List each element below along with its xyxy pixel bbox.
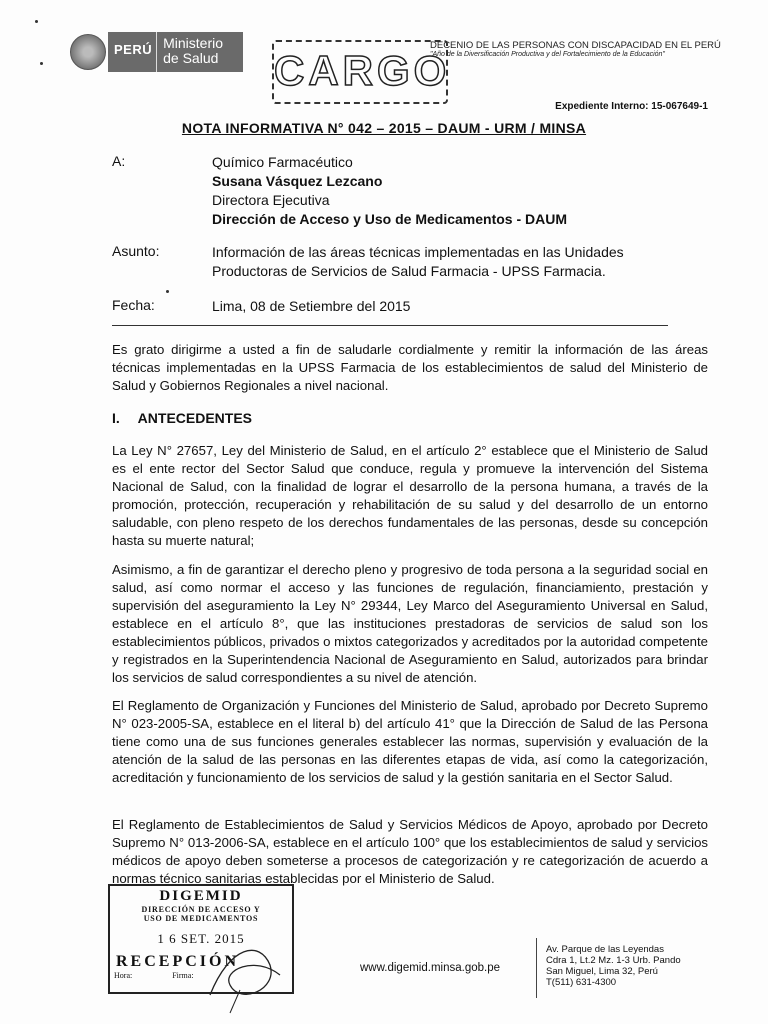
recipient-office: Dirección de Acceso y Uso de Medicamentos - DAUM (212, 211, 568, 227)
ministry-logo (108, 32, 243, 72)
paragraph-4: El Reglamento de Establecimientos de Salud y Servicios Médicos de Apoyo, aprobado por Decreto Supremo N° 013-2006-SA, establece en el artículo 100° que los establecimientos de salud y servicios médicos de apoyo deben someterse a procesos de categorización y re categorización de acuerdo a normas técnico sanitarias establecidas por el Ministerio de Salud. (112, 817, 708, 886)
section-heading (112, 410, 252, 426)
scan-speck (35, 20, 38, 23)
scan-speck (40, 62, 43, 65)
footer-website[interactable]: www.digemid.minsa.gob.pe (360, 962, 500, 974)
stamp-date: 1 6 SET. 2015 (157, 931, 245, 946)
footer-divider (536, 938, 537, 998)
date-value: Lima, 08 de Setiembre del 2015 (212, 298, 411, 314)
recipient-label: A: (112, 153, 126, 169)
decenio-header: DECENIO DE LAS PERSONAS CON DISCAPACIDAD EN EL PERÚ "Año de la Diversificación Productiva y del Fortalecimiento de la Educación" (430, 40, 730, 58)
footer-address: Av. Parque de las Leyendas Cdra 1, Lt.2 Mz. 1-3 Urb. Pando San Miguel, Lima 32, Perú T(511) 631-4300 (546, 944, 681, 988)
logo-ministry-text: Ministerio de Salud (163, 35, 224, 66)
stamp-org: DIGEMID (159, 888, 243, 904)
paragraph-3: El Reglamento de Organización y Funciones del Ministerio de Salud, aprobado por Decreto Supremo N° 023-2005-SA, establece en el literal b) del artículo 41° que la Dirección de Salud de las Persona tiene como una de sus funciones generales establecer las normas, supervisión y evaluación de la atención de la salud de las personas en las diferentes etapas de vida, así como la categorización, acreditación y funcionamiento de los servicios de salud y la gestión sanitaria en el Sector Salud. (112, 698, 708, 785)
logo-peru-text: PERÚ (108, 32, 157, 72)
expediente-number: Expediente Interno: 15-067649-1 (555, 101, 708, 112)
header-divider (112, 325, 668, 326)
section-title: ANTECEDENTES (137, 410, 253, 426)
coat-of-arms-icon (70, 34, 106, 70)
subject-label: Asunto: (112, 243, 160, 259)
year-motto: "Año de la Diversificación Productiva y del Fortalecimiento de la Educación" (430, 51, 665, 58)
stamp-firma: Firma: (172, 971, 194, 980)
recipient-position: Directora Ejecutiva (212, 192, 330, 208)
subject-block: Información de las áreas técnicas implementadas en las Unidades Productoras de Servicios de Salud Farmacia - UPSS Farmacia. (212, 244, 624, 279)
cargo-stamp: CARGO (272, 40, 448, 104)
section-number: I. (112, 410, 120, 426)
document-title: NOTA INFORMATIVA N° 042 – 2015 – DAUM - URM / MINSA (181, 120, 587, 136)
intro-paragraph: Es grato dirigirme a usted a fin de saludarle cordialmente y remitir la información de las áreas técnicas implementadas en la UPSS Farmacia de los establecimientos de salud del Ministerio de Salud y Gobiernos Regionales a nivel nacional. (112, 342, 708, 393)
date-label: Fecha: (112, 297, 155, 313)
scan-speck (166, 290, 169, 293)
stamp-hora: Hora: (114, 971, 133, 980)
paragraph-1: La Ley N° 27657, Ley del Ministerio de Salud, en el artículo 2° establece que el Ministerio de Salud es el ente rector del Sector Salud que conduce, regula y promueve la intervención del Sistema Nacional de Salud, con la finalidad de lograr el desarrollo de la persona humana, a través de la promoción, protección, recuperación y rehabilitación de su salud y del desarrollo de un entorno saludable, con pleno respeto de los derechos fundamentales de las personas, desde su concepción hasta su muerte natural; (112, 443, 708, 548)
recipient-name: Susana Vásquez Lezcano (212, 173, 383, 189)
paragraph-2: Asimismo, a fin de garantizar el derecho pleno y progresivo de toda persona a la seguridad social en salud, así como normar el acceso y las funciones de regulación, financiamiento, prestación y supervisión del aseguramiento la Ley N° 29344, Ley Marco del Aseguramiento Universal en Salud, establece en el artículo 8°, que las instituciones prestadoras de servicios de salud son los establecimientos públicos, privados o mixtos categorizados y acreditados por la autoridad competente y registrados en la Superintendencia Nacional de Aseguramiento en Salud, autorizados para brindar los servicios de salud correspondientes a su nivel de atención. (112, 562, 708, 685)
recipient-role: Químico Farmacéutico (212, 154, 353, 170)
signature-scribble (200, 935, 290, 1015)
recipient-block (212, 153, 567, 229)
reception-stamp: DIGEMID DIRECCIÓN DE ACCESO Y USO DE MEDICAMENTOS 1 6 SET. 2015 RECEPCIÓN Hora: Firma: (108, 884, 294, 994)
stamp-word: RECEPCIÓN (116, 953, 240, 970)
